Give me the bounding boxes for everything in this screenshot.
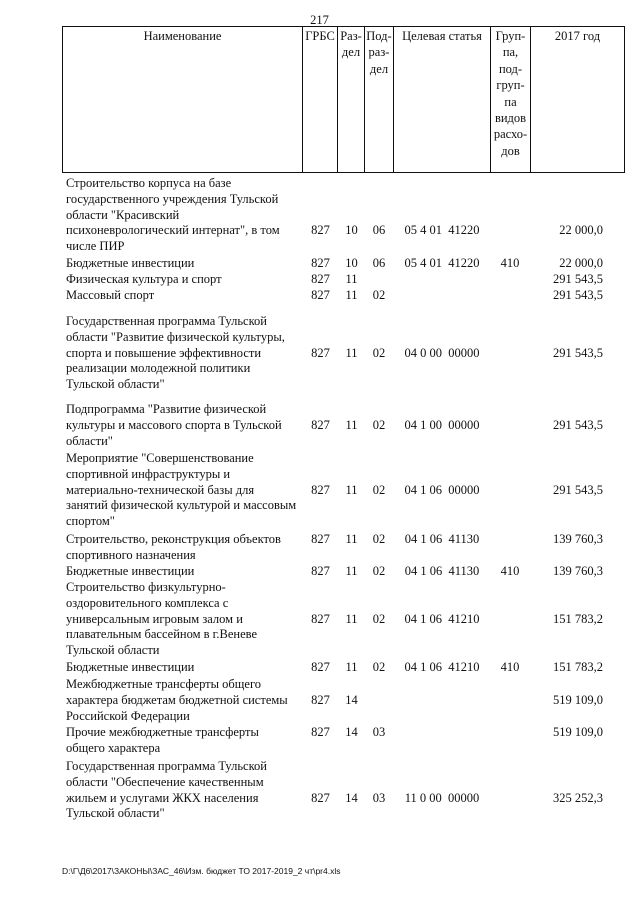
row-podrazdel: 02 <box>372 482 386 497</box>
row-name: Бюджетные инвестиции <box>66 256 195 270</box>
row-name: Государственная программа Тульской области "Обеспечение качественным жильем и услугами ЖКХ населения Тульской области" <box>66 759 267 821</box>
row-value: 291 543,5 <box>553 288 603 302</box>
row-celevaya: 04 1 06 41130 <box>404 532 480 546</box>
row-podrazdel: 02 <box>372 660 386 674</box>
row-podrazdel: 02 <box>372 345 386 360</box>
row-podrazdel: 02 <box>372 417 386 432</box>
row-razdel: 14 <box>345 725 358 739</box>
row-celevaya: 04 1 06 41210 <box>404 660 480 674</box>
header-razdel: Раз- дел <box>338 27 365 172</box>
row-name: Прочие межбюджетные трансферты общего характера <box>66 725 259 755</box>
row-name: Мероприятие "Совершенствование спортивной инфраструктуры и материально-технической базы для занятий физической культурой и массовым спортом" <box>66 451 297 529</box>
row-grbs: 827 <box>311 288 330 302</box>
page-number: 217 <box>310 13 329 27</box>
row-name: Бюджетные инвестиции <box>66 660 195 674</box>
table-row <box>0 532 639 564</box>
row-value: 519 109,0 <box>553 692 603 707</box>
row-razdel: 14 <box>345 790 358 805</box>
row-celevaya: 05 4 01 41220 <box>404 223 480 238</box>
table-row <box>0 759 639 822</box>
row-value: 519 109,0 <box>553 725 603 739</box>
row-value: 139 760,3 <box>553 532 603 546</box>
row-grbs: 827 <box>311 272 330 286</box>
row-podrazdel: 06 <box>372 223 386 238</box>
row-name: Массовый спорт <box>66 288 155 302</box>
row-name: Межбюджетные трансферты общего характера бюджетам бюджетной системы Российской Федерации <box>66 677 288 723</box>
row-value: 291 543,5 <box>553 482 603 497</box>
row-name: Бюджетные инвестиции <box>66 564 195 578</box>
row-grbs: 827 <box>311 223 330 238</box>
row-value: 139 760,3 <box>553 564 603 578</box>
row-razdel: 11 <box>345 564 358 578</box>
table-row <box>0 564 639 580</box>
row-celevaya: 05 4 01 41220 <box>404 256 480 270</box>
row-value: 325 252,3 <box>553 790 603 805</box>
row-value: 151 783,2 <box>553 660 603 674</box>
row-value: 291 543,5 <box>553 272 603 286</box>
row-grbs: 827 <box>311 692 330 707</box>
row-celevaya: 04 1 06 41130 <box>404 564 480 578</box>
table-row <box>0 580 639 659</box>
header-year: 2017 год <box>554 29 601 43</box>
row-grbs: 827 <box>311 611 330 626</box>
row-celevaya: 11 0 00 00000 <box>404 790 480 805</box>
table-row <box>0 660 639 676</box>
table-row <box>0 256 639 272</box>
row-value: 291 543,5 <box>553 417 603 432</box>
table-row <box>0 272 639 288</box>
row-name: Строительство корпуса на базе государственного учреждения Тульской области "Красивский психоневрологический интернат", в том числе ПИР <box>66 176 280 254</box>
row-razdel: 10 <box>345 223 358 238</box>
row-razdel: 10 <box>345 256 358 270</box>
row-razdel: 11 <box>345 272 358 286</box>
row-grbs: 827 <box>311 725 330 739</box>
row-grbs: 827 <box>311 417 330 432</box>
row-name: Строительство, реконструкция объектов спортивного назначения <box>66 532 281 562</box>
row-value: 22 000,0 <box>559 256 603 270</box>
header-podrazdel: Под- раз- дел <box>365 27 394 172</box>
row-razdel: 11 <box>345 611 358 626</box>
row-grbs: 827 <box>311 345 330 360</box>
table-row <box>0 402 639 449</box>
row-grbs: 827 <box>311 482 330 497</box>
row-razdel: 14 <box>345 692 358 707</box>
row-value: 291 543,5 <box>553 345 603 360</box>
row-grbs: 827 <box>311 660 330 674</box>
header-name: Наименование <box>63 27 303 172</box>
table-row <box>0 314 639 393</box>
table-row <box>0 677 639 724</box>
row-name: Государственная программа Тульской области "Развитие физической культуры, спорта и повышение эффективности реализации молодежной политики Тульской области" <box>66 314 285 392</box>
table-row <box>0 725 639 757</box>
row-podrazdel: 02 <box>372 532 386 546</box>
row-razdel: 11 <box>345 660 358 674</box>
row-celevaya: 04 1 06 00000 <box>404 482 480 497</box>
row-razdel: 11 <box>345 288 358 302</box>
table-row <box>0 451 639 530</box>
row-gruppa: 410 <box>500 660 520 674</box>
row-podrazdel: 02 <box>372 288 386 302</box>
header-grbs: ГРБС <box>303 27 338 172</box>
row-gruppa: 410 <box>500 256 520 270</box>
row-value: 22 000,0 <box>559 223 603 238</box>
table-header <box>62 26 625 173</box>
row-grbs: 827 <box>311 532 330 546</box>
row-podrazdel: 02 <box>372 611 386 626</box>
row-celevaya: 04 0 00 00000 <box>404 345 480 360</box>
row-value: 151 783,2 <box>553 611 603 626</box>
row-celevaya: 04 1 00 00000 <box>404 417 480 432</box>
row-grbs: 827 <box>311 564 330 578</box>
row-razdel: 11 <box>345 532 358 546</box>
header-celevaya: Целевая статья <box>394 27 491 172</box>
row-razdel: 11 <box>345 482 358 497</box>
row-grbs: 827 <box>311 256 330 270</box>
table-row <box>0 176 639 255</box>
file-path-footer: D:\Г\Д6\2017\ЗАКОНЫ\ЗАС_46\Изм. бюджет ТО 2017-2019_2 чт\pr4.xls <box>62 866 341 876</box>
row-gruppa: 410 <box>500 564 520 578</box>
row-name: Физическая культура и спорт <box>66 272 222 286</box>
row-podrazdel: 03 <box>372 725 386 739</box>
row-razdel: 11 <box>345 345 358 360</box>
header-gruppa: Груп- па, под- груп- па видов расхо- дов <box>491 27 531 172</box>
table-row <box>0 288 639 304</box>
row-podrazdel: 06 <box>372 256 386 270</box>
row-grbs: 827 <box>311 790 330 805</box>
row-podrazdel: 03 <box>372 790 386 805</box>
row-name: Строительство физкультурно-оздоровительного комплекса с универсальным игровым залом и плавательным бассейном в г.Веневе Тульской области <box>66 580 258 658</box>
row-podrazdel: 02 <box>372 564 386 578</box>
row-celevaya: 04 1 06 41210 <box>404 611 480 626</box>
row-name: Подпрограмма "Развитие физической культуры и массового спорта в Тульской области" <box>66 402 282 448</box>
row-razdel: 11 <box>345 417 358 432</box>
